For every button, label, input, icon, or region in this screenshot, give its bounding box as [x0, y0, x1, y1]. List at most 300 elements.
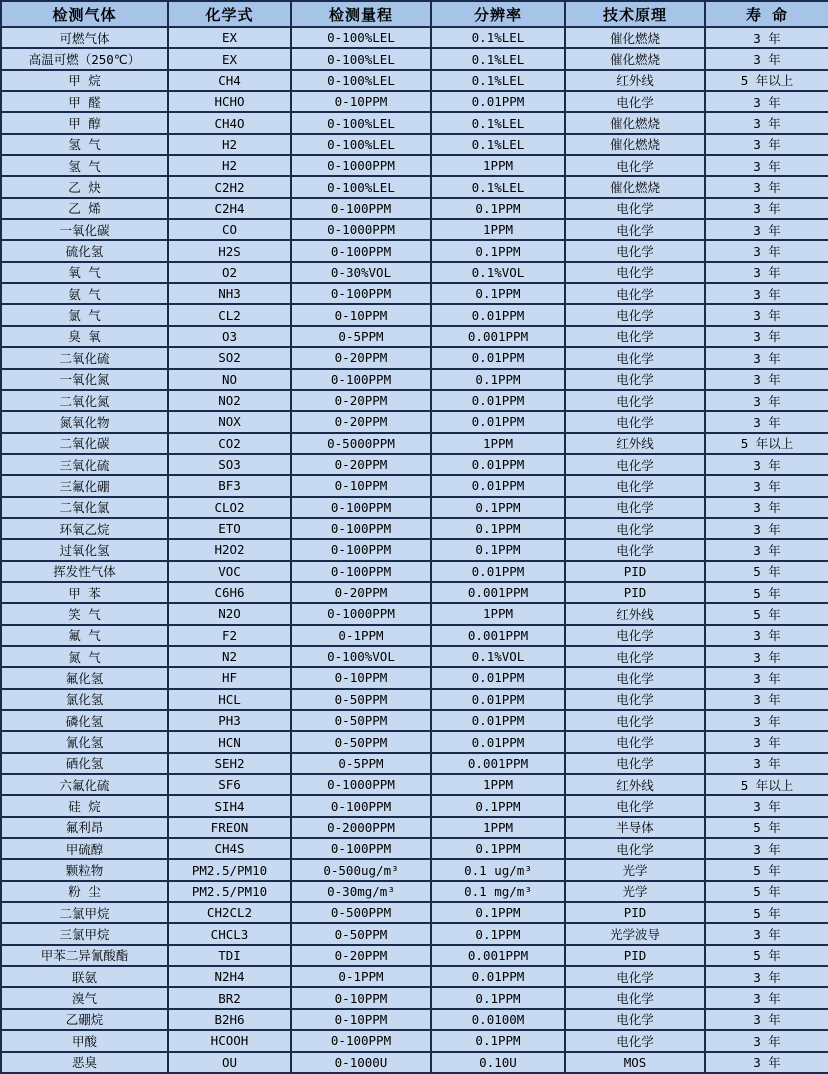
- table-cell: 0-20PPM: [291, 411, 431, 432]
- table-cell: 0-20PPM: [291, 390, 431, 411]
- table-cell: 电化学: [565, 347, 705, 368]
- table-cell: 0-100PPM: [291, 1030, 431, 1051]
- table-row: [1, 795, 828, 816]
- table-cell: 光学波导: [565, 923, 705, 944]
- table-cell: 0.1PPM: [431, 902, 565, 923]
- table-cell: 电化学: [565, 475, 705, 496]
- table-row: [1, 91, 828, 112]
- table-row: [1, 838, 828, 859]
- table-cell: PID: [565, 582, 705, 603]
- table-cell: 一氧化碳: [1, 219, 168, 240]
- table-cell: EX: [168, 48, 291, 69]
- table-cell: 0.1PPM: [431, 838, 565, 859]
- table-cell: 0-100PPM: [291, 283, 431, 304]
- table-cell: 5 年: [705, 582, 828, 603]
- table-cell: H2O2: [168, 539, 291, 560]
- table-row: [1, 646, 828, 667]
- table-cell: 硒化氢: [1, 753, 168, 774]
- table-row: [1, 1030, 828, 1051]
- table-cell: PM2.5/PM10: [168, 859, 291, 880]
- table-cell: 3 年: [705, 518, 828, 539]
- table-cell: 溴气: [1, 987, 168, 1008]
- table-cell: 催化燃烧: [565, 48, 705, 69]
- table-cell: 0-1PPM: [291, 966, 431, 987]
- table-row: [1, 603, 828, 624]
- table-cell: 红外线: [565, 603, 705, 624]
- table-cell: 3 年: [705, 390, 828, 411]
- table-cell: 0-5000PPM: [291, 433, 431, 454]
- table-cell: 颗粒物: [1, 859, 168, 880]
- table-cell: 电化学: [565, 518, 705, 539]
- table-row: [1, 817, 828, 838]
- table-cell: 3 年: [705, 27, 828, 48]
- table-cell: 0.01PPM: [431, 710, 565, 731]
- table-row: [1, 923, 828, 944]
- table-cell: FREON: [168, 817, 291, 838]
- column-header: 分辨率: [431, 1, 565, 27]
- table-cell: 0-100PPM: [291, 561, 431, 582]
- table-row: [1, 475, 828, 496]
- table-cell: 0.01PPM: [431, 689, 565, 710]
- table-cell: 0-100%LEL: [291, 176, 431, 197]
- table-cell: 1PPM: [431, 817, 565, 838]
- table-cell: 氢 气: [1, 155, 168, 176]
- table-cell: 0-20PPM: [291, 454, 431, 475]
- table-cell: 催化燃烧: [565, 112, 705, 133]
- table-cell: 三氯甲烷: [1, 923, 168, 944]
- table-cell: 二氯甲烷: [1, 902, 168, 923]
- table-cell: F2: [168, 625, 291, 646]
- table-cell: CO: [168, 219, 291, 240]
- table-cell: 0-100PPM: [291, 198, 431, 219]
- table-cell: 电化学: [565, 219, 705, 240]
- table-cell: 3 年: [705, 753, 828, 774]
- table-cell: 0.1PPM: [431, 539, 565, 560]
- table-cell: PID: [565, 902, 705, 923]
- table-cell: 0-500PPM: [291, 902, 431, 923]
- table-cell: 5 年: [705, 561, 828, 582]
- table-cell: 电化学: [565, 838, 705, 859]
- table-row: [1, 625, 828, 646]
- table-cell: 磷化氢: [1, 710, 168, 731]
- table-cell: 氨 气: [1, 283, 168, 304]
- table-cell: 0.01PPM: [431, 91, 565, 112]
- table-row: [1, 987, 828, 1008]
- table-cell: 红外线: [565, 774, 705, 795]
- table-cell: 0-100PPM: [291, 838, 431, 859]
- table-cell: 3 年: [705, 497, 828, 518]
- table-row: [1, 347, 828, 368]
- table-cell: 3 年: [705, 987, 828, 1008]
- table-cell: 3 年: [705, 646, 828, 667]
- table-cell: O2: [168, 262, 291, 283]
- table-cell: 电化学: [565, 454, 705, 475]
- table-cell: 3 年: [705, 1030, 828, 1051]
- table-cell: 0.01PPM: [431, 390, 565, 411]
- table-cell: 电化学: [565, 987, 705, 1008]
- table-cell: 0.1PPM: [431, 518, 565, 539]
- table-row: [1, 859, 828, 880]
- table-cell: 5 年: [705, 945, 828, 966]
- table-cell: NH3: [168, 283, 291, 304]
- table-cell: 3 年: [705, 1009, 828, 1030]
- table-row: [1, 518, 828, 539]
- table-cell: 0-30mg/m³: [291, 881, 431, 902]
- table-cell: 0-50PPM: [291, 923, 431, 944]
- table-cell: 电化学: [565, 91, 705, 112]
- table-cell: 0.1%LEL: [431, 27, 565, 48]
- table-cell: 红外线: [565, 70, 705, 91]
- table-cell: 3 年: [705, 326, 828, 347]
- table-cell: 5 年: [705, 902, 828, 923]
- table-cell: 电化学: [565, 753, 705, 774]
- table-cell: 0-100%VOL: [291, 646, 431, 667]
- table-cell: 电化学: [565, 689, 705, 710]
- table-cell: 电化学: [565, 625, 705, 646]
- table-cell: 3 年: [705, 923, 828, 944]
- table-cell: 氢 气: [1, 134, 168, 155]
- table-cell: 0.1PPM: [431, 923, 565, 944]
- table-cell: 3 年: [705, 347, 828, 368]
- table-body: [1, 27, 828, 1073]
- table-cell: 三氧化硫: [1, 454, 168, 475]
- table-cell: 电化学: [565, 1009, 705, 1030]
- table-cell: 环氧乙烷: [1, 518, 168, 539]
- table-cell: 0-100%LEL: [291, 27, 431, 48]
- table-cell: 1PPM: [431, 603, 565, 624]
- table-cell: 3 年: [705, 283, 828, 304]
- table-cell: 1PPM: [431, 219, 565, 240]
- table-cell: 0.01PPM: [431, 731, 565, 752]
- table-cell: 0.001PPM: [431, 582, 565, 603]
- table-cell: 电化学: [565, 326, 705, 347]
- table-cell: 二氧化碳: [1, 433, 168, 454]
- table-cell: 电化学: [565, 497, 705, 518]
- table-cell: 0-20PPM: [291, 582, 431, 603]
- table-cell: 3 年: [705, 176, 828, 197]
- table-cell: 5 年: [705, 817, 828, 838]
- table-cell: 0-20PPM: [291, 347, 431, 368]
- table-cell: CLO2: [168, 497, 291, 518]
- table-cell: 3 年: [705, 155, 828, 176]
- table-cell: 可燃气体: [1, 27, 168, 48]
- table-row: [1, 539, 828, 560]
- table-row: [1, 561, 828, 582]
- table-cell: 0.01PPM: [431, 667, 565, 688]
- table-cell: 0-1000U: [291, 1052, 431, 1074]
- table-cell: MOS: [565, 1052, 705, 1074]
- table-cell: 3 年: [705, 91, 828, 112]
- table-cell: 5 年以上: [705, 70, 828, 91]
- table-cell: 联氨: [1, 966, 168, 987]
- table-cell: 0.1%LEL: [431, 112, 565, 133]
- table-row: [1, 774, 828, 795]
- table-cell: 0-50PPM: [291, 689, 431, 710]
- table-cell: 电化学: [565, 240, 705, 261]
- table-cell: CH2CL2: [168, 902, 291, 923]
- table-cell: 0.01PPM: [431, 475, 565, 496]
- table-cell: 3 年: [705, 112, 828, 133]
- table-cell: 氯 气: [1, 304, 168, 325]
- table-cell: 臭 氧: [1, 326, 168, 347]
- table-cell: 高温可燃（250℃）: [1, 48, 168, 69]
- table-cell: 0-1000PPM: [291, 155, 431, 176]
- table-cell: PID: [565, 945, 705, 966]
- table-cell: CH4S: [168, 838, 291, 859]
- table-row: [1, 304, 828, 325]
- table-cell: 二氧化氯: [1, 497, 168, 518]
- table-cell: 0-500ug/m³: [291, 859, 431, 880]
- table-cell: 3 年: [705, 689, 828, 710]
- table-row: [1, 710, 828, 731]
- table-row: [1, 48, 828, 69]
- table-cell: C2H2: [168, 176, 291, 197]
- table-cell: PM2.5/PM10: [168, 881, 291, 902]
- table-cell: 笑 气: [1, 603, 168, 624]
- table-cell: 氮 气: [1, 646, 168, 667]
- table-row: [1, 411, 828, 432]
- table-row: [1, 667, 828, 688]
- table-cell: B2H6: [168, 1009, 291, 1030]
- table-cell: 氰化氢: [1, 731, 168, 752]
- table-cell: 光学: [565, 881, 705, 902]
- table-cell: 0.001PPM: [431, 945, 565, 966]
- table-cell: NO: [168, 369, 291, 390]
- table-cell: 乙 烯: [1, 198, 168, 219]
- table-row: [1, 27, 828, 48]
- table-cell: CHCL3: [168, 923, 291, 944]
- table-cell: 0-100PPM: [291, 539, 431, 560]
- table-cell: 3 年: [705, 454, 828, 475]
- table-cell: 0.1%VOL: [431, 262, 565, 283]
- table-cell: N2H4: [168, 966, 291, 987]
- table-cell: 3 年: [705, 369, 828, 390]
- table-cell: 3 年: [705, 966, 828, 987]
- table-cell: 三氟化硼: [1, 475, 168, 496]
- table-cell: 0-100PPM: [291, 795, 431, 816]
- table-cell: 3 年: [705, 625, 828, 646]
- table-row: [1, 1009, 828, 1030]
- table-row: [1, 945, 828, 966]
- column-header: 检测气体: [1, 1, 168, 27]
- table-cell: SO2: [168, 347, 291, 368]
- table-cell: PID: [565, 561, 705, 582]
- table-cell: 0.1 ug/m³: [431, 859, 565, 880]
- table-row: [1, 497, 828, 518]
- table-cell: 5 年: [705, 881, 828, 902]
- table-row: [1, 70, 828, 91]
- table-cell: 3 年: [705, 411, 828, 432]
- table-cell: 0.001PPM: [431, 753, 565, 774]
- table-cell: SO3: [168, 454, 291, 475]
- table-cell: 5 年: [705, 859, 828, 880]
- table-cell: 0-100PPM: [291, 240, 431, 261]
- table-cell: 0.1%LEL: [431, 48, 565, 69]
- table-cell: 0.1%LEL: [431, 70, 565, 91]
- table-row: [1, 134, 828, 155]
- table-cell: 红外线: [565, 433, 705, 454]
- table-cell: 恶臭: [1, 1052, 168, 1074]
- table-cell: 0-100%LEL: [291, 70, 431, 91]
- table-cell: 1PPM: [431, 433, 565, 454]
- table-cell: 5 年以上: [705, 774, 828, 795]
- table-cell: PH3: [168, 710, 291, 731]
- header-row: [1, 1, 828, 27]
- table-cell: 0.01PPM: [431, 454, 565, 475]
- table-cell: 甲 醛: [1, 91, 168, 112]
- table-cell: 0.001PPM: [431, 625, 565, 646]
- table-cell: 0.01PPM: [431, 304, 565, 325]
- table-cell: 0.1PPM: [431, 987, 565, 1008]
- table-row: [1, 881, 828, 902]
- table-cell: 0-1000PPM: [291, 603, 431, 624]
- table-cell: BR2: [168, 987, 291, 1008]
- table-row: [1, 176, 828, 197]
- table-row: [1, 262, 828, 283]
- table-cell: HCHO: [168, 91, 291, 112]
- table-cell: 0-10PPM: [291, 1009, 431, 1030]
- table-row: [1, 112, 828, 133]
- table-cell: SEH2: [168, 753, 291, 774]
- table-cell: VOC: [168, 561, 291, 582]
- table-cell: 0-30%VOL: [291, 262, 431, 283]
- table-cell: CL2: [168, 304, 291, 325]
- table-row: [1, 433, 828, 454]
- table-row: [1, 369, 828, 390]
- table-cell: 催化燃烧: [565, 27, 705, 48]
- table-cell: 电化学: [565, 304, 705, 325]
- table-cell: 0-5PPM: [291, 326, 431, 347]
- table-row: [1, 198, 828, 219]
- table-cell: 过氧化氢: [1, 539, 168, 560]
- table-cell: 电化学: [565, 539, 705, 560]
- table-cell: 0-5PPM: [291, 753, 431, 774]
- table-cell: 0-100%LEL: [291, 48, 431, 69]
- table-cell: CH4O: [168, 112, 291, 133]
- table-cell: 电化学: [565, 795, 705, 816]
- table-cell: 甲 烷: [1, 70, 168, 91]
- table-cell: 3 年: [705, 475, 828, 496]
- table-cell: 0.01PPM: [431, 966, 565, 987]
- table-cell: 3 年: [705, 667, 828, 688]
- table-row: [1, 390, 828, 411]
- table-cell: OU: [168, 1052, 291, 1074]
- table-cell: 光学: [565, 859, 705, 880]
- table-cell: 电化学: [565, 262, 705, 283]
- table-cell: 甲硫醇: [1, 838, 168, 859]
- table-cell: 电化学: [565, 966, 705, 987]
- table-cell: 0-100%LEL: [291, 134, 431, 155]
- table-cell: ETO: [168, 518, 291, 539]
- table-row: [1, 240, 828, 261]
- table-cell: 氮氧化物: [1, 411, 168, 432]
- table-cell: 0-10PPM: [291, 987, 431, 1008]
- table-cell: HCOOH: [168, 1030, 291, 1051]
- table-cell: HF: [168, 667, 291, 688]
- table-cell: 3 年: [705, 1052, 828, 1074]
- table-cell: 电化学: [565, 198, 705, 219]
- table-cell: 硫化氢: [1, 240, 168, 261]
- table-cell: 1PPM: [431, 155, 565, 176]
- table-cell: 0-10PPM: [291, 304, 431, 325]
- table-row: [1, 155, 828, 176]
- table-cell: 0-10PPM: [291, 667, 431, 688]
- table-cell: 0.1PPM: [431, 497, 565, 518]
- table-cell: N2: [168, 646, 291, 667]
- table-cell: 电化学: [565, 710, 705, 731]
- table-cell: 0-1PPM: [291, 625, 431, 646]
- table-cell: 3 年: [705, 48, 828, 69]
- table-row: [1, 326, 828, 347]
- table-cell: 0-1000PPM: [291, 774, 431, 795]
- table-cell: 0.1PPM: [431, 795, 565, 816]
- table-cell: 电化学: [565, 411, 705, 432]
- table-cell: 电化学: [565, 369, 705, 390]
- table-cell: 电化学: [565, 390, 705, 411]
- table-cell: 氧 气: [1, 262, 168, 283]
- table-cell: 5 年以上: [705, 433, 828, 454]
- column-header: 寿 命: [705, 1, 828, 27]
- table-cell: 电化学: [565, 283, 705, 304]
- table-cell: H2S: [168, 240, 291, 261]
- table-row: [1, 454, 828, 475]
- table-cell: C6H6: [168, 582, 291, 603]
- table-cell: 0.01PPM: [431, 347, 565, 368]
- table-cell: 0-10PPM: [291, 91, 431, 112]
- table-cell: 0-100PPM: [291, 497, 431, 518]
- table-row: [1, 753, 828, 774]
- table-cell: 3 年: [705, 731, 828, 752]
- table-cell: CO2: [168, 433, 291, 454]
- table-cell: 硅 烷: [1, 795, 168, 816]
- table-cell: 0.1 mg/m³: [431, 881, 565, 902]
- column-header: 化学式: [168, 1, 291, 27]
- table-cell: 氟利昂: [1, 817, 168, 838]
- table-cell: 0.01PPM: [431, 411, 565, 432]
- table-row: [1, 689, 828, 710]
- table-cell: 二氧化硫: [1, 347, 168, 368]
- table-cell: 甲 醇: [1, 112, 168, 133]
- table-cell: 一氧化氮: [1, 369, 168, 390]
- table-cell: 3 年: [705, 710, 828, 731]
- table-cell: 0.1%VOL: [431, 646, 565, 667]
- table-cell: 电化学: [565, 731, 705, 752]
- table-row: [1, 283, 828, 304]
- table-cell: 0-2000PPM: [291, 817, 431, 838]
- table-cell: 催化燃烧: [565, 134, 705, 155]
- table-cell: 电化学: [565, 155, 705, 176]
- table-cell: C2H4: [168, 198, 291, 219]
- table-cell: 0.1%LEL: [431, 134, 565, 155]
- table-cell: 0.1PPM: [431, 369, 565, 390]
- table-cell: 乙 炔: [1, 176, 168, 197]
- table-row: [1, 731, 828, 752]
- table-cell: 3 年: [705, 304, 828, 325]
- table-cell: 0-20PPM: [291, 945, 431, 966]
- table-cell: 六氟化硫: [1, 774, 168, 795]
- table-cell: 3 年: [705, 240, 828, 261]
- table-cell: 3 年: [705, 262, 828, 283]
- table-cell: 3 年: [705, 198, 828, 219]
- table-cell: 0-50PPM: [291, 710, 431, 731]
- table-cell: 3 年: [705, 134, 828, 155]
- table-cell: 电化学: [565, 667, 705, 688]
- table-cell: 3 年: [705, 795, 828, 816]
- table-cell: TDI: [168, 945, 291, 966]
- table-cell: 0.1PPM: [431, 283, 565, 304]
- table-cell: HCL: [168, 689, 291, 710]
- table-cell: 氟 气: [1, 625, 168, 646]
